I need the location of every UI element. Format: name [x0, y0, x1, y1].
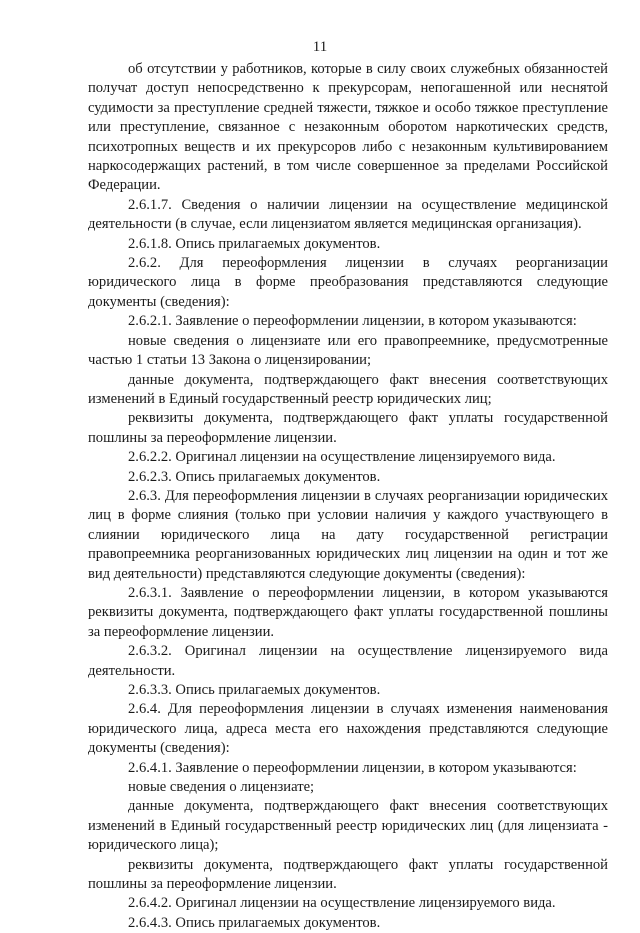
paragraph: реквизиты документа, подтверждающего факт уплаты государственной пошлины за переоформление лицензии.	[88, 856, 608, 893]
paragraph: 2.6.1.7. Сведения о наличии лицензии на осуществление медицинской деятельности (в случае, если лицензиатом является медицинская организация).	[88, 196, 608, 233]
paragraph: 2.6.2.1. Заявление о переоформлении лицензии, в котором указываются:	[128, 313, 577, 330]
paragraph: 2.6.2. Для переоформления лицензии в случаях реорганизации юридического лица в форме преобразования представляются следующие документы (сведения):	[88, 255, 608, 310]
paragraph: 2.6.3. Для переоформления лицензии в случаях реорганизации юридических лиц в форме слияния (только при условии наличия у каждого участвующего в слиянии юридического лица на дату государственной регистрации правопреемника реорганизованных юридических лиц лицензии на один и тот же вид деятельности) представляются следующие документы (сведения):	[88, 487, 608, 582]
paragraph: об отсутствии у работников, которые в силу своих служебных обязанностей получат доступ непосредственно к прекурсорам, непогашенной или неснятой судимости за преступление средней тяжести, тяжкое и особо тяжкое преступление или преступление, связанное с незаконным оборотом наркотических средств, психотропных веществ и их прекурсоров либо с незаконным культивированием наркосодержащих растений, в том числе совершенное за пределами Российской Федерации.	[88, 61, 608, 194]
paragraph: 2.6.4.2. Оригинал лицензии на осуществление лицензируемого вида.	[128, 895, 556, 912]
page-number: 11	[312, 39, 328, 55]
document-body	[88, 60, 608, 933]
paragraph: 2.6.1.8. Опись прилагаемых документов.	[128, 235, 381, 252]
paragraph: 2.6.4. Для переоформления лицензии в случаях изменения наименования юридического лица, адреса места его нахождения представляются следующие документы (сведения):	[88, 701, 608, 757]
paragraph: новые сведения о лицензиате;	[128, 779, 315, 796]
paragraph: новые сведения о лицензиате или его правопреемнике, предусмотренные частью 1 статьи 13 Закона о лицензировании;	[88, 332, 608, 369]
paragraph: 2.6.3.3. Опись прилагаемых документов.	[128, 682, 381, 698]
paragraph: 2.6.3.2. Оригинал лицензии на осуществление лицензируемого вида деятельности.	[88, 643, 608, 679]
paragraph: 2.6.4.3. Опись прилагаемых документов.	[128, 914, 381, 931]
paragraph: 2.6.3.1. Заявление о переоформлении лицензии, в котором указываются реквизиты документа, подтверждающего факт уплаты государственной пошлины за переоформление лицензии.	[88, 584, 608, 640]
paragraph: данные документа, подтверждающего факт внесения соответствующих изменений в Единый государственный реестр юридических лиц (для лицензиата - юридического лица);	[88, 798, 608, 854]
paragraph: 2.6.4.1. Заявление о переоформлении лицензии, в котором указываются:	[128, 759, 577, 776]
paragraph: 2.6.2.3. Опись прилагаемых документов.	[128, 468, 381, 485]
paragraph: данные документа, подтверждающего факт внесения соответствующих изменений в Единый государственный реестр юридических лиц;	[88, 371, 608, 407]
paragraph: реквизиты документа, подтверждающего факт уплаты государственной пошлины за переоформление лицензии.	[88, 410, 608, 446]
paragraph: 2.6.2.2. Оригинал лицензии на осуществление лицензируемого вида.	[128, 449, 556, 466]
